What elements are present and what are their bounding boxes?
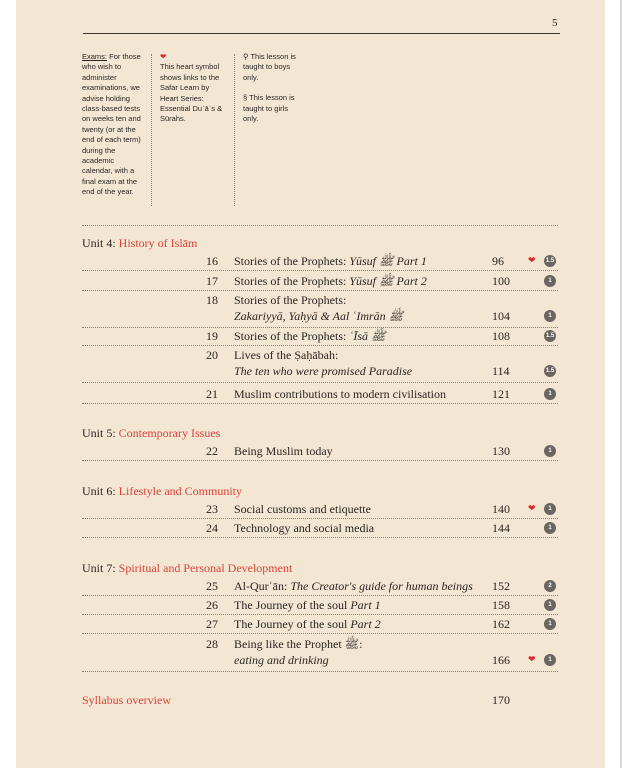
unit-title: Lifestyle and Community	[118, 484, 242, 498]
lesson-subtitle: eating and drinking	[234, 653, 329, 667]
lesson-row[interactable]	[82, 521, 558, 537]
lesson-page: 166	[492, 653, 510, 667]
divider	[82, 225, 558, 226]
lesson-title-italic: Part 1	[350, 598, 381, 612]
lesson-title	[234, 617, 381, 632]
unit-heading	[82, 236, 197, 251]
lesson-page: 158	[492, 598, 510, 612]
lesson-title-text: Muslim contributions to modern civilisation	[234, 387, 446, 401]
unit-label: Unit 7:	[82, 561, 119, 575]
row-divider	[82, 537, 558, 538]
lesson-number: 20	[206, 348, 218, 362]
lesson-row[interactable]	[82, 637, 558, 671]
row-divider	[82, 460, 558, 461]
lesson-title-text: The Journey of the soul	[234, 617, 351, 631]
lesson-page: 144	[492, 521, 510, 535]
lesson-page: 104	[492, 309, 510, 323]
lesson-number: 16	[206, 254, 218, 268]
heart-icon: ❤	[528, 655, 536, 665]
syllabus-page: 170	[492, 693, 510, 707]
row-divider	[82, 518, 558, 519]
lesson-number: 18	[206, 293, 218, 307]
heart-text: This heart symbol shows links to the Safar Learn by Heart Series: Essential Duʿāʾs & Sūrahs.	[160, 62, 223, 124]
lesson-title-text: Stories of the Prophets:	[234, 274, 350, 288]
lesson-title-text: Being Muslim today	[234, 444, 333, 458]
heart-icon: ❤	[528, 504, 536, 514]
lesson-row[interactable]	[82, 387, 558, 403]
unit-heading	[82, 561, 292, 576]
lesson-number: 25	[206, 579, 218, 593]
lesson-row[interactable]	[82, 254, 558, 270]
lesson-title	[234, 387, 446, 402]
notes-divider	[234, 54, 235, 206]
lesson-title-italic: ʿĪsā ﷺ	[349, 329, 386, 343]
lesson-row[interactable]	[82, 579, 558, 595]
lesson-title-text: The Journey of the soul	[234, 598, 351, 612]
lesson-title	[234, 348, 338, 363]
row-divider	[82, 671, 558, 672]
duration-badge: 1	[544, 445, 556, 457]
duration-badge: 1	[544, 599, 556, 611]
lesson-page: 130	[492, 444, 510, 458]
lesson-title	[234, 444, 333, 459]
lesson-title-italic: The Creator's guide for human beings	[290, 579, 473, 593]
row-divider	[82, 270, 558, 271]
lesson-page: 100	[492, 274, 510, 288]
duration-badge: 1.5	[544, 330, 556, 342]
boys-text: ⚲ This lesson is taught to boys only.	[243, 52, 296, 82]
heart-note	[160, 52, 228, 125]
unit-label: Unit 4:	[82, 236, 119, 250]
lesson-page: 114	[492, 364, 510, 378]
lesson-title	[234, 293, 346, 308]
lesson-title-text: Technology and social media	[234, 521, 375, 535]
unit-title: Contemporary Issues	[118, 426, 221, 440]
lesson-title	[234, 254, 427, 271]
duration-badge: 1	[544, 618, 556, 630]
lesson-title	[234, 521, 374, 536]
lesson-title-italic: Yūsuf ﷺ Part 2	[349, 274, 427, 288]
lesson-title-text: Stories of the Prophets:	[234, 293, 347, 307]
lesson-page: 140	[492, 502, 510, 516]
lesson-row[interactable]	[82, 329, 558, 345]
lesson-title	[234, 598, 381, 613]
lesson-title	[234, 329, 386, 346]
lesson-number: 26	[206, 598, 218, 612]
exams-text: For those who wish to administer examinations, we advise holding class-based tests on weeks ten and twenty (or at the end of each term) during the academic calendar, with a final exam at the end of the year.	[82, 52, 141, 197]
lesson-subtitle: Zakariyyā, Yaḥyā & Aal ʿImrān ﷺ	[234, 309, 404, 323]
duration-badge: 1.5	[544, 365, 556, 377]
unit-title: Spiritual and Personal Development	[118, 561, 293, 575]
heart-icon: ❤	[160, 52, 167, 61]
row-divider	[82, 382, 558, 383]
unit-label: Unit 5:	[82, 426, 119, 440]
lesson-title-text: Stories of the Prophets:	[234, 254, 350, 268]
lesson-title-text: Lives of the Ṣaḥābah:	[234, 348, 339, 362]
lesson-number: 21	[206, 387, 218, 401]
lesson-number: 22	[206, 444, 218, 458]
lesson-page: 96	[492, 254, 504, 268]
page-number: 5	[552, 17, 558, 29]
lesson-title-italic: Yūsuf ﷺ Part 1	[349, 254, 427, 268]
lesson-title-text: Social customs and etiquette	[234, 502, 371, 516]
exams-note	[82, 52, 144, 198]
lesson-subtitle: The ten who were promised Paradise	[234, 364, 413, 378]
girls-text: § This lesson is taught to girls only.	[243, 93, 295, 124]
lesson-number: 19	[206, 329, 218, 343]
duration-badge: 1	[544, 522, 556, 534]
lesson-row[interactable]	[82, 348, 558, 382]
lesson-title	[234, 637, 363, 654]
lesson-title-text: Being like the Prophet ﷺ:	[234, 637, 363, 651]
lesson-title	[234, 579, 473, 594]
syllabus-overview-link[interactable]: Syllabus overview	[82, 693, 171, 707]
duration-badge: 1	[544, 654, 556, 666]
unit-heading	[82, 484, 242, 499]
duration-badge: 1	[544, 275, 556, 287]
lesson-row[interactable]	[82, 293, 558, 327]
lesson-title-text: Al-Qurʾān:	[234, 579, 291, 593]
lesson-page: 121	[492, 387, 510, 401]
lesson-row[interactable]	[82, 502, 558, 518]
lesson-page: 152	[492, 579, 510, 593]
lesson-row[interactable]	[82, 444, 558, 460]
lesson-number: 24	[206, 521, 218, 535]
unit-heading	[82, 426, 220, 441]
lesson-title	[234, 502, 371, 517]
lesson-number: 28	[206, 637, 218, 651]
duration-badge: 1.5	[544, 255, 556, 267]
lesson-page: 108	[492, 329, 510, 343]
gender-note	[243, 52, 305, 134]
row-divider	[82, 633, 558, 634]
row-divider	[82, 595, 558, 596]
row-divider	[82, 345, 558, 346]
duration-badge: 2	[544, 580, 556, 592]
lesson-number: 17	[206, 274, 218, 288]
notes-divider	[151, 54, 152, 206]
lesson-number: 27	[206, 617, 218, 631]
lesson-row[interactable]	[82, 274, 558, 290]
duration-badge: 1	[544, 310, 556, 322]
row-divider	[82, 327, 558, 328]
unit-title: History of Islām	[118, 236, 198, 250]
lesson-title-italic: Part 2	[350, 617, 381, 631]
lesson-row[interactable]	[82, 617, 558, 633]
lesson-title-text: Stories of the Prophets:	[234, 329, 350, 343]
row-divider	[82, 290, 558, 291]
duration-badge: 1	[544, 503, 556, 515]
duration-badge: 1	[544, 388, 556, 400]
page	[16, 0, 605, 768]
row-divider	[82, 403, 558, 404]
lesson-title	[234, 274, 427, 291]
unit-label: Unit 6:	[82, 484, 119, 498]
lesson-row[interactable]	[82, 598, 558, 614]
heart-icon: ❤	[528, 256, 536, 266]
header-rule	[83, 33, 560, 34]
lesson-page: 162	[492, 617, 510, 631]
exams-label: Exams:	[82, 52, 108, 61]
lesson-number: 23	[206, 502, 218, 516]
row-divider	[82, 614, 558, 615]
